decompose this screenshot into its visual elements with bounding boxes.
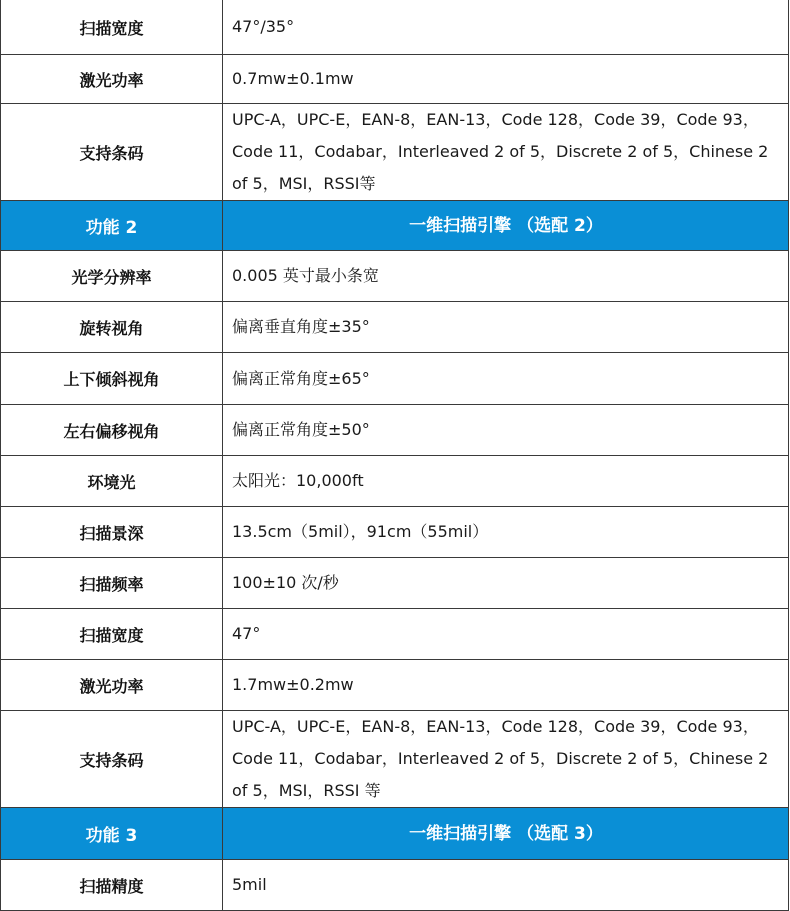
spec-row [1,507,789,558]
spec-row [1,456,789,507]
spec-row [1,353,789,405]
spec-label: 支持条码 [1,104,223,201]
spec-value: 47°/35° [223,0,789,55]
spec-label: 上下倾斜视角 [1,353,223,405]
spec-row [1,0,789,55]
spec-value: 5mil [223,860,789,911]
spec-label: 扫描宽度 [1,0,223,55]
section-label: 功能 3 [1,808,223,860]
spec-value: 1.7mw±0.2mw [223,660,789,711]
spec-row [1,660,789,711]
spec-label: 激光功率 [1,55,223,104]
spec-row [1,405,789,456]
spec-value: 100±10 次/秒 [223,558,789,609]
section-title: 一维扫描引擎 （选配 2） [223,201,789,251]
spec-value: 偏离正常角度±50° [223,405,789,456]
spec-row [1,55,789,104]
spec-value: 偏离正常角度±65° [223,353,789,405]
spec-value: UPC-A，UPC-E，EAN-8，EAN-13，Code 128，Code 39，Code 93，Code 11，Codabar，Interleaved 2 of 5，Discrete 2 of 5，Chinese 2 of 5，MSI，RSSI等 [223,104,789,201]
spec-row [1,558,789,609]
spec-value: 0.7mw±0.1mw [223,55,789,104]
spec-label: 支持条码 [1,711,223,808]
spec-label: 扫描景深 [1,507,223,558]
spec-value: 13.5cm（5mil），91cm（55mil） [223,507,789,558]
spec-value: 太阳光：10,000ft [223,456,789,507]
spec-value: 47° [223,609,789,660]
spec-label: 扫描宽度 [1,609,223,660]
spec-label: 光学分辨率 [1,251,223,302]
section-header-row [1,808,789,860]
spec-value: UPC-A，UPC-E，EAN-8，EAN-13，Code 128，Code 39，Code 93，Code 11，Codabar，Interleaved 2 of 5，Discrete 2 of 5，Chinese 2 of 5，MSI，RSSI 等 [223,711,789,808]
spec-row [1,860,789,911]
spec-row [1,711,789,808]
spec-value: 偏离垂直角度±35° [223,302,789,353]
spec-row [1,302,789,353]
spec-row [1,104,789,201]
section-header-row [1,201,789,251]
spec-label: 扫描精度 [1,860,223,911]
spec-value: 0.005 英寸最小条宽 [223,251,789,302]
spec-row [1,251,789,302]
section-label: 功能 2 [1,201,223,251]
spec-label: 扫描频率 [1,558,223,609]
spec-table-body [1,0,789,911]
spec-label: 激光功率 [1,660,223,711]
spec-row [1,609,789,660]
spec-label: 左右偏移视角 [1,405,223,456]
spec-label: 旋转视角 [1,302,223,353]
spec-label: 环境光 [1,456,223,507]
section-title: 一维扫描引擎 （选配 3） [223,808,789,860]
